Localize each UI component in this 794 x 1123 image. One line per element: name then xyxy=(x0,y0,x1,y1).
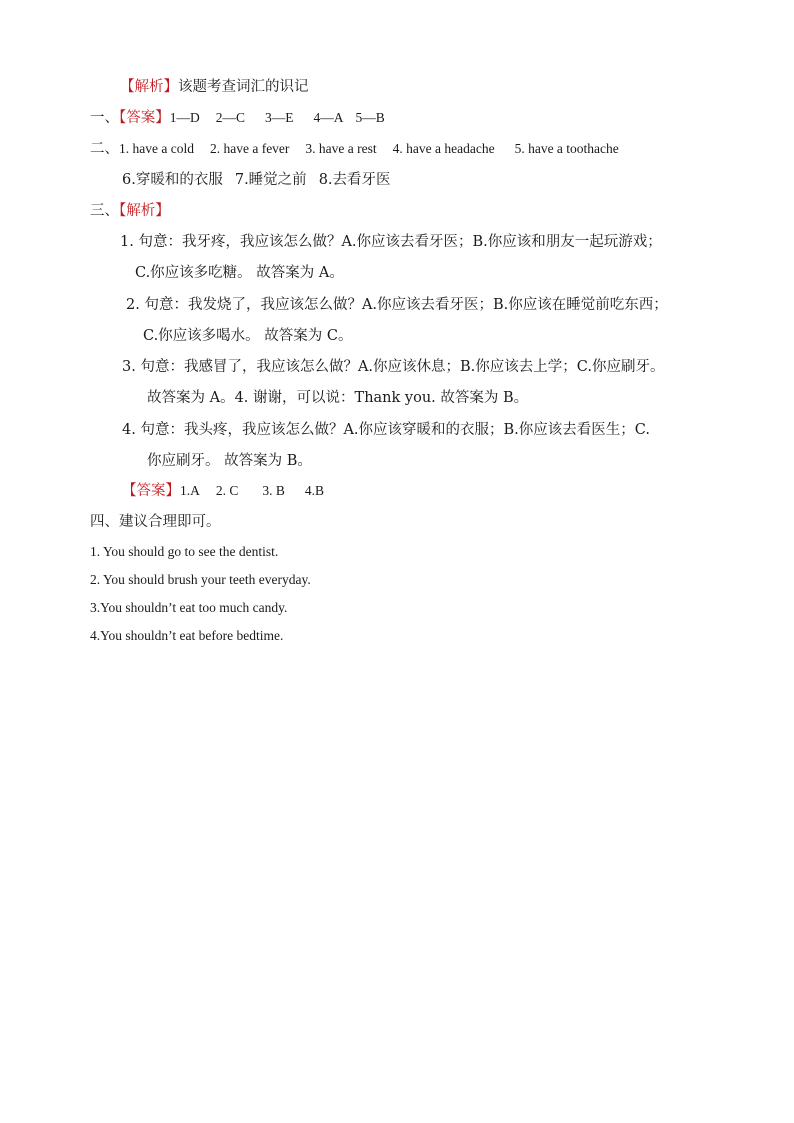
suggestion-line: 1. You should go to see the dentist. xyxy=(90,544,279,559)
section-3-number: 三、 xyxy=(90,203,119,219)
phrase-item: 8.去看牙医 xyxy=(318,172,391,188)
section-2-number: 二、 xyxy=(90,141,119,157)
section-4-number: 四、 xyxy=(90,514,119,530)
answer-item: 4.B xyxy=(304,483,325,498)
section-1-number: 一、 xyxy=(90,110,119,126)
analysis-tag: 【解析】 xyxy=(120,79,178,95)
section-4-heading xyxy=(90,512,221,532)
intro-line xyxy=(120,77,309,97)
suggestion-line: 4.You shouldn’t eat before bedtime. xyxy=(90,628,284,643)
explanation-line: 1. 句意：我牙疼，我应该怎么做？A.你应该去看牙医；B.你应该和朋友一起玩游戏； xyxy=(120,234,662,250)
explanation-line: C.你应该多吃糖。 故答案为 A。 xyxy=(135,265,344,281)
section-2-line-2 xyxy=(122,170,391,190)
section-3-answer-line xyxy=(122,481,324,501)
phrase-item: 3. have a rest xyxy=(305,141,377,156)
suggestion-line: 2. You should brush your teeth everyday. xyxy=(90,572,311,587)
answer-tag: 【答案】 xyxy=(119,110,170,126)
phrase-item: 7.睡觉之前 xyxy=(234,172,307,188)
section-3-heading xyxy=(90,201,170,221)
explanation-line: 故答案为 A。4. 谢谢，可以说：Thank you. 故答案为 B。 xyxy=(147,390,529,406)
phrase-item: 5. have a toothache xyxy=(514,141,619,156)
intro-text: 该题考查词汇的识记 xyxy=(178,79,309,95)
phrase-item: 4. have a headache xyxy=(392,141,495,156)
explanation-line: 3. 句意：我感冒了，我应该怎么做？A.你应该休息；B.你应该去上学；C.你应刷牙。 xyxy=(122,359,665,375)
section-4-title: 建议合理即可。 xyxy=(119,514,221,530)
section-2-line xyxy=(90,139,619,159)
answer-item: 1.A xyxy=(180,483,200,498)
answer-item: 5—B xyxy=(355,110,385,125)
answer-item: 3—E xyxy=(265,110,294,125)
analysis-tag: 【解析】 xyxy=(119,203,170,219)
phrase-item: 6.穿暖和的衣服 xyxy=(122,172,223,188)
answer-item: 3. B xyxy=(262,483,285,498)
answer-item: 2—C xyxy=(215,110,246,125)
answer-item: 4—A xyxy=(313,110,344,125)
section-1-line xyxy=(90,108,385,128)
suggestion-line: 3.You shouldn’t eat too much candy. xyxy=(90,600,288,615)
phrase-item: 1. have a cold xyxy=(119,141,194,156)
explanation-line: C.你应该多喝水。 故答案为 C。 xyxy=(143,328,353,344)
explanation-line: 2. 句意：我发烧了，我应该怎么做？A.你应该去看牙医；B.你应该在睡觉前吃东西； xyxy=(126,297,668,313)
answer-item: 1—D xyxy=(169,110,200,125)
phrase-item: 2. have a fever xyxy=(209,141,290,156)
explanation-line: 你应刷牙。 故答案为 B。 xyxy=(147,453,312,469)
explanation-line: 4. 句意：我头疼，我应该怎么做？A.你应该穿暖和的衣服；B.你应该去看医生；C. xyxy=(122,422,650,438)
answer-tag: 【答案】 xyxy=(122,483,180,499)
answer-item: 2. C xyxy=(215,483,239,498)
